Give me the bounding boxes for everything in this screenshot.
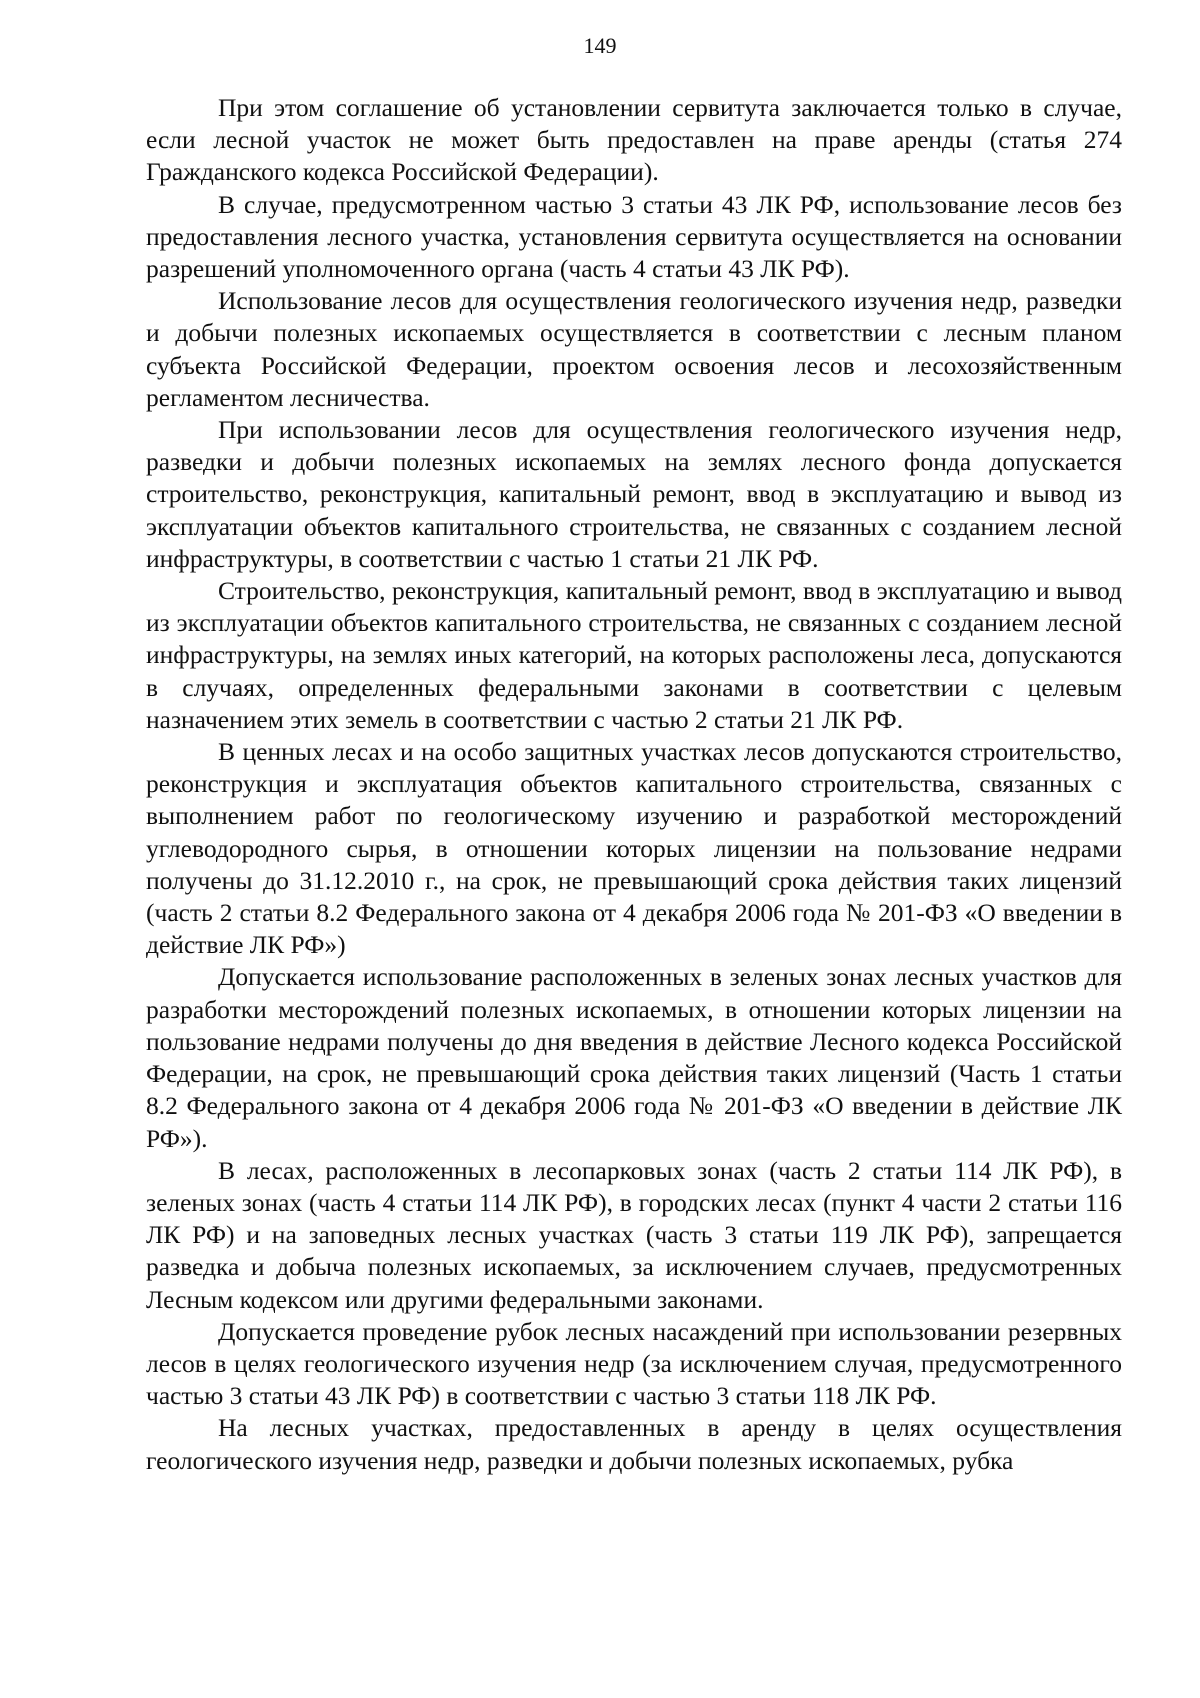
paragraph-leased-plots: На лесных участках, предоставленных в аренду в целях осуществления геологического изучения недр, разведки и добычи полезных ископаемых, рубка — [146, 1413, 1122, 1475]
paragraph-green-zones: Допускается использование расположенных в зеленых зонах лесных участков для разработки месторождений полезных ископаемых, в отношении которых лицензии на пользование недрами получены до дня введения в действие Лесного кодекса Российской Федерации, на срок, не превышающий срока действия таких лицензий (Часть 1 статьи 8.2 Федерального закона от 4 декабря 2006 года № 201-ФЗ «О введении в действие ЛК РФ»). — [146, 962, 1122, 1153]
paragraph-prohibited-areas: В лесах, расположенных в лесопарковых зонах (часть 2 статьи 114 ЛК РФ), в зеленых зонах (часть 4 статьи 114 ЛК РФ), в городских лесах (пункт 4 части 2 статьи 116 ЛК РФ) и на заповедных лесных участках (часть 3 статьи 119 ЛК РФ), запрещается разведка и добыча полезных ископаемых, за исключением случаев, предусмотренных Лесным кодексом или другими федеральными законами. — [146, 1155, 1122, 1314]
body-text — [146, 92, 1122, 1477]
paragraph-use-without-plot: В случае, предусмотренном частью 3 статьи 43 ЛК РФ, использование лесов без предоставления лесного участка, установления сервитута осуществляется на основании разрешений уполномоченного органа (часть 4 статьи 43 ЛК РФ). — [146, 189, 1122, 284]
paragraph-servitude-agreement: При этом соглашение об установлении сервитута заключается только в случае, если лесной участок не может быть предоставлен на праве аренды (статья 274 Гражданского кодекса Российской Федерации). — [146, 93, 1122, 187]
page-number: 149 — [583, 33, 617, 58]
paragraph-reserve-forests: Допускается проведение рубок лесных насаждений при использовании резервных лесов в целях геологического изучения недр (за исключением случая, предусмотренного частью 3 статьи 43 ЛК РФ) в соответствии с частью 3 статьи 118 ЛК РФ. — [146, 1316, 1122, 1411]
paragraph-geological-use-plan: Использование лесов для осуществления геологического изучения недр, разведки и добычи полезных ископаемых осуществляется в соответствии с лесным планом субъекта Российской Федерации, проектом освоения лесов и лесохозяйственным регламентом лесничества. — [146, 286, 1122, 412]
paragraph-forest-fund-construction: При использовании лесов для осуществления геологического изучения недр, разведки и добычи полезных ископаемых на землях лесного фонда допускается строительство, реконструкция, капитальный ремонт, ввод в эксплуатацию и вывод из эксплуатации объектов капитального строительства, не связанных с созданием лесной инфраструктуры, в соответствии с частью 1 статьи 21 ЛК РФ. — [146, 415, 1122, 573]
paragraph-valuable-forests: В ценных лесах и на особо защитных участках лесов допускаются строительство, реконструкция и эксплуатация объектов капитального строительства, связанных с выполнением работ по геологическому изучению и разработкой месторождений углеводородного сырья, в отношении которых лицензии на пользование недрами получены до 31.12.2010 г., на срок, не превышающий срока действия таких лицензий (часть 2 статьи 8.2 Федерального закона от 4 декабря 2006 года № 201-ФЗ «О введении в действие ЛК РФ») — [146, 737, 1122, 960]
paragraph-other-lands-construction: Строительство, реконструкция, капитальный ремонт, ввод в эксплуатацию и вывод из эксплуатации объектов капитального строительства, не связанных с созданием лесной инфраструктуры, на землях иных категорий, на которых расположены леса, допускаются в случаях, определенных федеральными законами в соответствии с целевым назначением этих земель в соответствии с частью 2 статьи 21 ЛК РФ. — [146, 576, 1122, 734]
